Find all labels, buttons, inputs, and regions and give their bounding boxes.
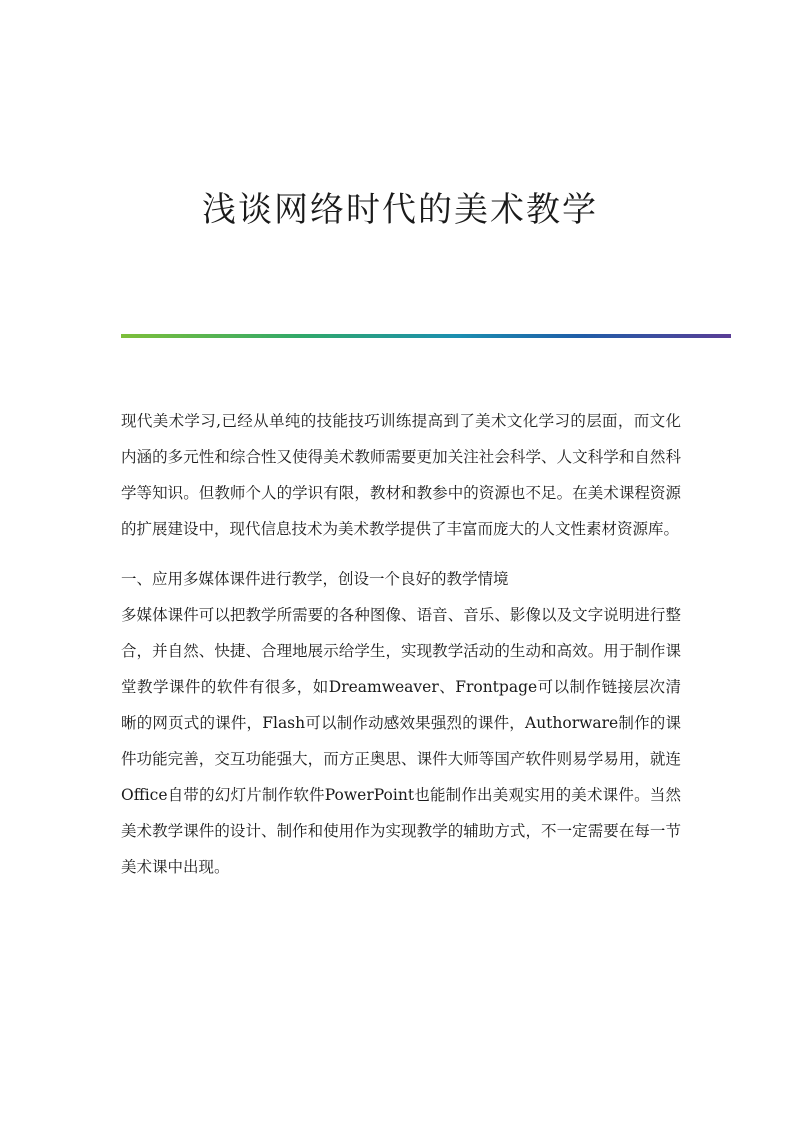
section-heading-1: 一、应用多媒体课件进行教学，创设一个良好的教学情境: [121, 570, 509, 588]
document-title: 浅谈网络时代的美术教学: [202, 190, 598, 230]
paragraph-intro: 现代美术学习,已经从单纯的技能技巧训练提高到了美术文化学习的层面，而文化内涵的多元性和综合性又使得美术教师需要更加关注社会科学、人文科学和自然科学等知识。但教师个人的学识有限，教材和教参中的资源也不足。在美术课程资源的扩展建设中，现代信息技术为美术教学提供了丰富而庞大的人文性素材资源库。: [121, 412, 681, 538]
document-body: [121, 403, 681, 885]
title-divider: [121, 334, 731, 338]
paragraph-multimedia: 多媒体课件可以把教学所需要的各种图像、语音、音乐、影像以及文字说明进行整合，并自然、快捷、合理地展示给学生，实现教学活动的生动和高效。用于制作课堂教学课件的软件有很多，如Dreamweaver、Frontpage可以制作链接层次清晰的网页式的课件，Flash可以制作动感效果强烈的课件，Authorware制作的课件功能完善，交互功能强大，而方正奥思、课件大师等国产软件则易学易用，就连Office自带的幻灯片制作软件PowerPoint也能制作出美观实用的美术课件。当然美术教学课件的设计、制作和使用作为实现教学的辅助方式，不一定需要在每一节美术课中出现。: [121, 606, 681, 876]
